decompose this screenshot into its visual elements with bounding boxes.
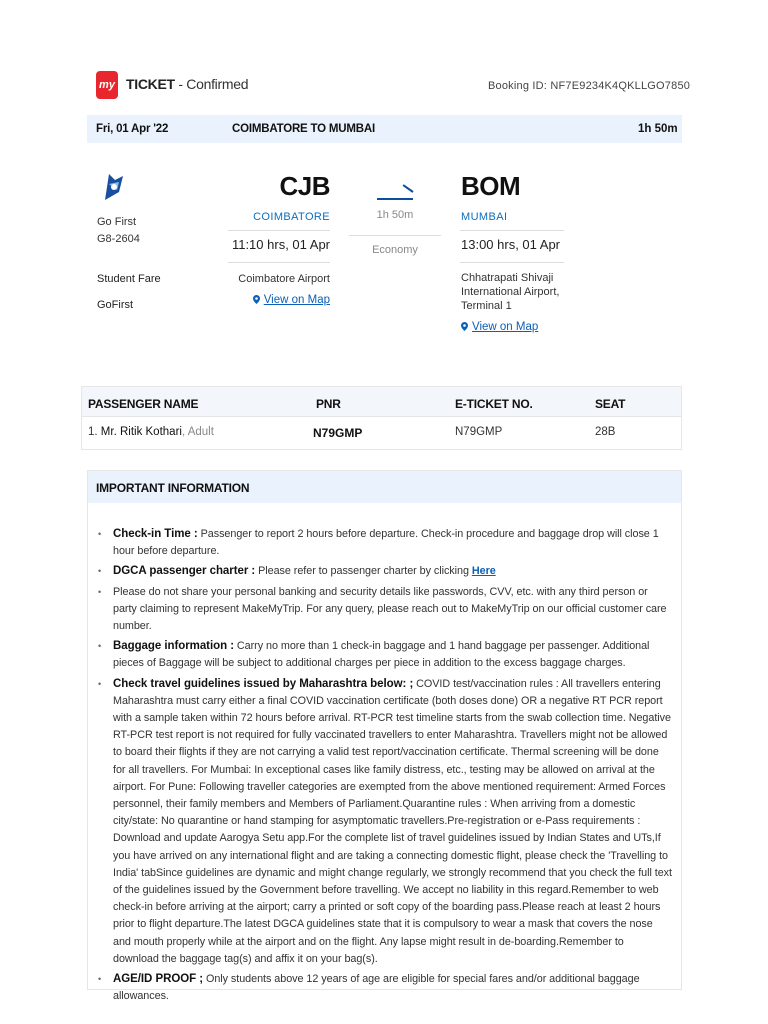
divider (349, 235, 441, 236)
airline-name: Go First (97, 216, 137, 228)
origin-code: CJB (279, 171, 330, 201)
item-label: Check travel guidelines issued by Maharashtra below: ; (113, 677, 414, 690)
item-text: Please refer to passenger charter by clicking (255, 565, 472, 578)
list-item (97, 584, 672, 636)
journey-route: COIMBATORE TO MUMBAI (232, 123, 375, 135)
divider (228, 262, 330, 263)
fare-type: Student Fare (97, 273, 161, 285)
journey-band (87, 115, 682, 143)
item-text: Only students above 12 years of age are eligible for special fares and/or additional baggage allowances. (113, 973, 640, 1003)
pnr-cell: N79GMP (313, 426, 363, 440)
eticket-cell: N79GMP (455, 426, 503, 438)
flight-duration: 1h 50m (376, 209, 414, 221)
passenger-name: Mr. Ritik Kothari (100, 426, 182, 438)
origin-view-on-map-link[interactable] (226, 294, 330, 306)
item-text: COVID test/vaccination rules : All travellers entering Maharashtra must carry either a final COVID vaccination certificate (both doses done) OR a negative RT PCR report with a sample taken within 72 hours before arrival. RT-PCR test timeline starts from the swab collection time. Negative RT-PCR test report is not required for fully vaccinated travellers to enter Maharashtra. Travellers might not be allowed to board their flights if they are not carrying a valid test report/vaccination certificate. Thermal screening will be done for all travellers. For Mumbai: In exceptional cases like family distress, etc., testing may be allowed on arrival at the airport. For Pune: Following traveller categories are exempted from the above mentioned requirement: Armed Forces personnel, their family members and Members of Parliament.Quarantine rules : When arriving from a domestic city/state: No quarantine or hand stamping for asymptomatic travellers.Pre-registration or e-Pass requirements : Download and update Aarogya Setu app.For the complete list of travel guidelines issued by Indian States and UTs,If you have arrived on any international flight and are taking a connecting domestic flight, please check the 'Travelling to India' tabSince guidelines are dynamic and might change regularly, we strongly recommend that you check the full text of the guidelines issued by the Government before travelling. We accept no liability in this regard.Remember to web check-in before arriving at the airport; carry a printed or soft copy of the boarding pass.Please reach at least 2 hours prior to flight departure.The latest DGCA guidelines state that it is compulsory to wear a mask that covers the nose and mouth properly while at the airport and on the flight. Any lapse might result in de-boarding.Remember to download the baggage tag(s) and affix it on your bag(s). (113, 677, 672, 965)
departure-time: 11:10 hrs, 01 Apr (231, 237, 330, 252)
destination-map-link-label[interactable]: View on Map (472, 321, 539, 333)
item-label: AGE/ID PROOF ; (113, 973, 204, 986)
destination-city: MUMBAI (461, 211, 508, 223)
origin-airport: Coimbatore Airport (238, 273, 330, 285)
map-pin-icon (461, 322, 468, 331)
important-information-title: IMPORTANT INFORMATION (96, 481, 250, 495)
flight-number: G8-2604 (97, 233, 140, 245)
column-header-pnr: PNR (316, 397, 341, 411)
ticket-label: TICKET (126, 76, 175, 92)
column-header-passenger-name: PASSENGER NAME (88, 397, 199, 411)
ticket-status: - Confirmed (174, 76, 249, 92)
flight-route-arrow-icon (403, 184, 414, 193)
booking-id-label: Booking ID: (488, 80, 551, 92)
ticket-title (126, 76, 248, 92)
booking-id (488, 80, 690, 92)
item-text: Please do not share your personal banking and security details like passwords, CVV, etc. with any third person or party claiming to represent MakeMyTrip. For any query, please reach out to MakeMyTrip on our official customer care number. (113, 585, 667, 633)
column-header-eticket: E-TICKET NO. (455, 397, 533, 411)
destination-code: BOM (461, 171, 521, 201)
item-text: Passenger to report 2 hours before departure. Check-in procedure and baggage drop will close 1 hour before departure. (113, 528, 659, 558)
passenger-charter-link[interactable]: Here (471, 565, 496, 578)
divider (460, 262, 564, 263)
item-label: Baggage information : (113, 640, 234, 653)
list-item (97, 676, 672, 968)
item-label: DGCA passenger charter : (113, 565, 256, 578)
origin-city: COIMBATORE (253, 211, 330, 223)
cabin-class: Economy (372, 244, 418, 256)
important-information-list (97, 526, 672, 1008)
go-first-airline-icon (103, 170, 125, 202)
passenger-type: , Adult (181, 426, 214, 438)
map-pin-icon (253, 295, 260, 304)
destination-airport: Chhatrapati Shivaji International Airport, Terminal 1 (461, 272, 560, 312)
flight-route-line (377, 198, 413, 200)
seat-cell: 28B (595, 426, 616, 438)
booking-id-value: NF7E9234K4QKLLGO7850 (550, 80, 691, 92)
makemytrip-logo: my (96, 71, 118, 99)
divider (460, 230, 564, 231)
arrival-time: 13:00 hrs, 01 Apr (461, 237, 561, 252)
origin-map-link-label[interactable]: View on Map (263, 294, 330, 306)
column-header-seat: SEAT (595, 397, 626, 411)
passenger-name-cell (88, 426, 214, 438)
list-item (97, 563, 672, 580)
passenger-index: 1. (88, 426, 98, 438)
list-item (97, 526, 672, 560)
destination-view-on-map-link[interactable] (461, 321, 538, 333)
fare-supplier: GoFirst (97, 299, 134, 311)
list-item (97, 638, 672, 672)
journey-duration: 1h 50m (638, 123, 678, 135)
journey-date: Fri, 01 Apr '22 (96, 123, 169, 135)
divider (228, 230, 330, 231)
item-label: Check-in Time : (113, 528, 198, 540)
item-text: Carry no more than 1 check-in baggage and 1 hand baggage per passenger. Additional pieces of Baggage will be subject to additional charges per piece in addition to the excess baggage charges. (113, 640, 650, 670)
list-item (97, 971, 672, 1005)
